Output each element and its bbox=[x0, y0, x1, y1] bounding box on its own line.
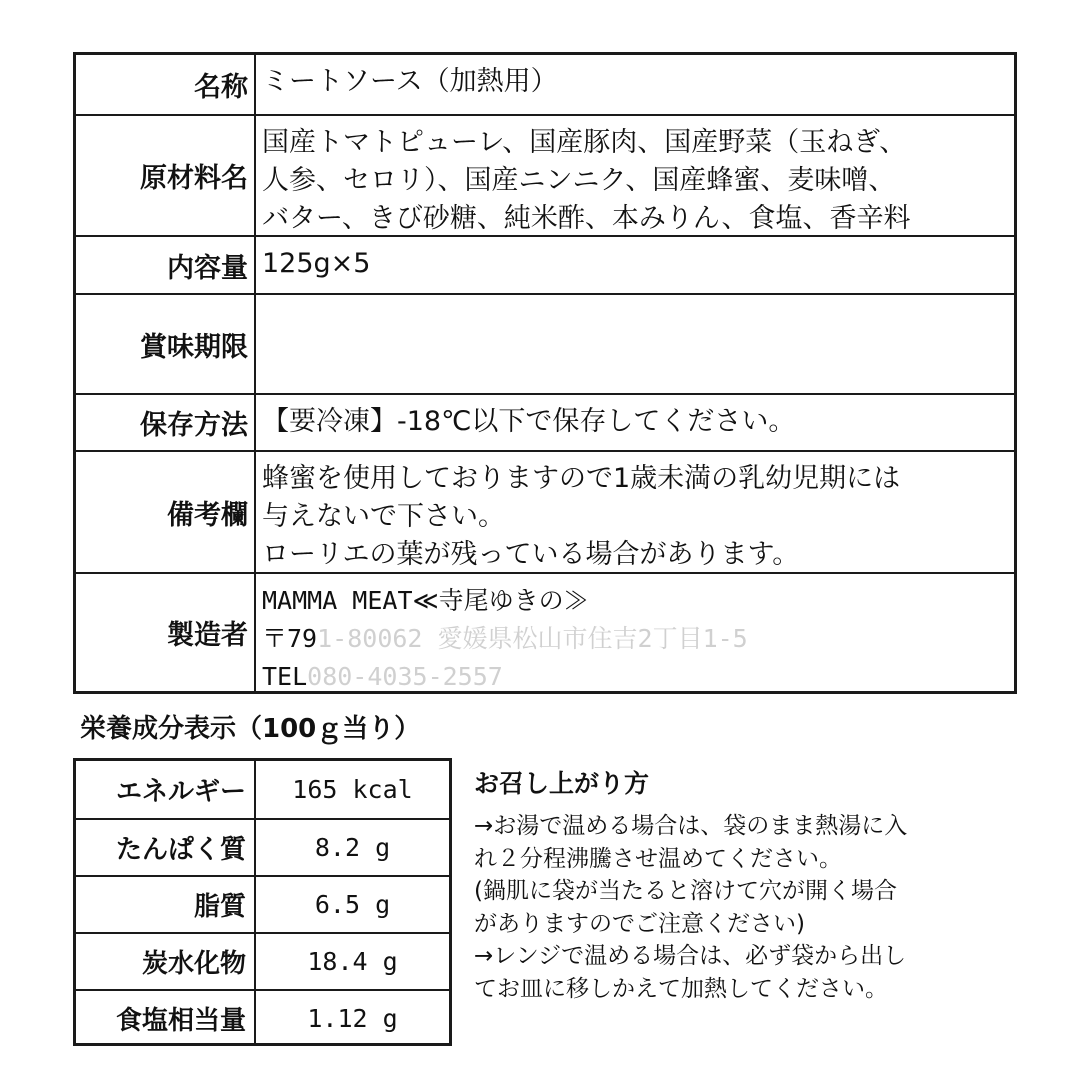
row-best-before bbox=[76, 293, 1014, 393]
nutrition-row bbox=[76, 761, 449, 818]
row-name bbox=[76, 55, 1014, 114]
howto-line: →レンジで温める場合は、必ず袋から出し bbox=[474, 943, 907, 969]
row-remarks-label: 備考欄 bbox=[76, 452, 256, 572]
nutrition-table bbox=[73, 758, 452, 1046]
ingredients-line: 人参、セロリ）、国産ニンニク、国産蜂蜜、麦味噌、 bbox=[262, 165, 896, 196]
nutrition-label: エネルギー bbox=[76, 761, 256, 818]
row-ingredients bbox=[76, 114, 1014, 235]
nutrition-row bbox=[76, 989, 449, 1046]
row-storage-label: 保存方法 bbox=[76, 395, 256, 450]
nutrition-row bbox=[76, 875, 449, 932]
remarks-line: 与えないで下さい。 bbox=[262, 501, 505, 532]
nutrition-label: たんぱく質 bbox=[76, 820, 256, 875]
nutrition-value: 18.4 g bbox=[307, 947, 398, 976]
postal-prefix: 〒79 bbox=[262, 624, 318, 653]
row-ingredients-value bbox=[262, 116, 1014, 235]
product-label-table bbox=[73, 52, 1017, 694]
row-remarks bbox=[76, 450, 1014, 572]
nutrition-value: 165 kcal bbox=[292, 775, 413, 804]
row-manufacturer-value bbox=[262, 574, 1014, 691]
row-manufacturer bbox=[76, 572, 1014, 691]
tel-prefix: TEL bbox=[262, 662, 308, 691]
row-contents-value bbox=[262, 237, 1014, 293]
row-manufacturer-label: 製造者 bbox=[76, 574, 256, 691]
nutrition-label: 炭水化物 bbox=[76, 934, 256, 989]
manufacturer-name: MAMMA MEAT≪寺尾ゆきの≫ bbox=[262, 586, 589, 615]
nutrition-value: 6.5 g bbox=[314, 890, 391, 919]
howto-instructions bbox=[474, 810, 907, 1005]
row-contents bbox=[76, 235, 1014, 293]
nutrition-value: 1.12 g bbox=[307, 1004, 398, 1033]
row-best-before-label: 賞味期限 bbox=[76, 295, 256, 393]
howto-line: てお皿に移しかえて加熱してください。 bbox=[474, 975, 888, 1002]
row-remarks-value bbox=[262, 452, 1014, 572]
howto-line: れ２分程沸騰させ温めてください。 bbox=[474, 845, 842, 872]
row-best-before-value bbox=[262, 295, 1014, 393]
howto-line: がありますのでご注意ください) bbox=[474, 910, 805, 937]
tel-faded: 080-4035-2557 bbox=[307, 662, 503, 691]
ingredients-line: 国産トマトピューレ、国産豚肉、国産野菜（玉ねぎ、 bbox=[262, 127, 907, 158]
row-contents-label: 内容量 bbox=[76, 237, 256, 293]
howto-line: →お湯で温める場合は、袋のまま熱湯に入 bbox=[474, 813, 908, 839]
storage-text: 【要冷凍】-18℃以下で保存してください。 bbox=[262, 406, 796, 437]
remarks-line: 蜂蜜を使用しておりますので1歳未満の乳幼児期には bbox=[262, 463, 901, 494]
address-faded: 1-80062 愛媛県松山市住吉2丁目1-5 bbox=[317, 624, 748, 653]
howto-line: (鍋肌に袋が当たると溶けて穴が開く場合 bbox=[474, 878, 897, 904]
contents-amount: 125g×5 bbox=[262, 248, 371, 279]
ingredients-line: バター、きび砂糖、純米酢、本みりん、食塩、香辛料 bbox=[262, 203, 911, 234]
row-storage-value bbox=[262, 395, 1014, 450]
manufacturer-address bbox=[262, 620, 1014, 658]
nutrition-row bbox=[76, 932, 449, 989]
nutrition-title: 栄養成分表示（100ｇ当り） bbox=[80, 714, 421, 744]
row-name-label: 名称 bbox=[76, 55, 256, 114]
row-ingredients-label: 原材料名 bbox=[76, 116, 256, 235]
nutrition-label: 脂質 bbox=[76, 877, 256, 932]
nutrition-value: 8.2 g bbox=[314, 833, 391, 862]
howto-title: お召し上がり方 bbox=[474, 769, 650, 798]
row-name-value bbox=[262, 55, 1014, 114]
nutrition-row bbox=[76, 818, 449, 875]
remarks-line: ローリエの葉が残っている場合があります。 bbox=[262, 539, 800, 570]
row-storage bbox=[76, 393, 1014, 450]
nutrition-label: 食塩相当量 bbox=[76, 991, 256, 1046]
manufacturer-tel bbox=[262, 658, 1014, 696]
product-name: ミートソース（加熱用） bbox=[262, 66, 558, 97]
